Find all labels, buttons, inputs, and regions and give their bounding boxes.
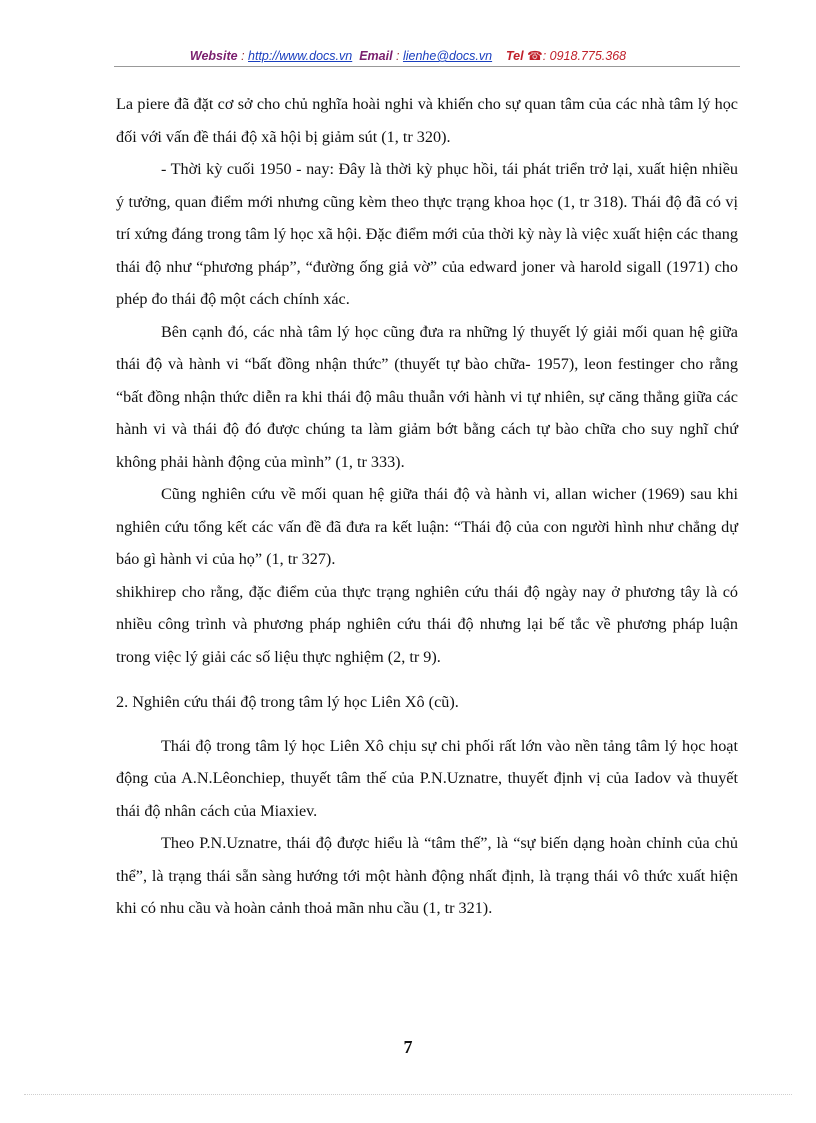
page-header <box>0 48 816 63</box>
website-label: Website <box>189 49 238 63</box>
paragraph: - Thời kỳ cuối 1950 - nay: Đây là thời kỳ phục hồi, tái phát triển trở lại, xuất hiện nhiều ý tưởng, quan điểm mới nhưng cũng kèm theo thực trạng khoa học (1, tr 318). Thái độ đã có vị trí xứng đáng trong tâm lý học xã hội. Đặc điểm mới của thời kỳ này là việc xuất hiện các thang thái độ như “phương pháp”, “đường ống giả vờ” của edward joner và harold sigall (1971) cho phép đo thái độ một cách chính xác. <box>116 160 738 308</box>
section-heading: 2. Nghiên cứu thái độ trong tâm lý học Liên Xô (cũ). <box>116 693 459 711</box>
email-sep: : <box>392 49 403 63</box>
header-divider <box>114 66 740 67</box>
website-sep: : <box>237 49 249 63</box>
tel-label: Tel <box>506 49 524 63</box>
email-link[interactable]: lienhe@docs.vn <box>402 49 493 63</box>
website-link[interactable]: http://www.docs.vn <box>248 49 353 63</box>
paragraph: Bên cạnh đó, các nhà tâm lý học cũng đưa ra những lý thuyết lý giải mối quan hệ giữa thái độ và hành vi “bất đồng nhận thức” (thuyết tự bào chữa- 1957), leon festinger cho rằng “bất đồng nhận thức diễn ra khi thái độ mâu thuẫn với hành vi tự nhiên, sự căng thẳng giữa các hành vi và thái độ đó được chúng ta làm giảm bớt bằng cách tự bào chữa cho suy nghĩ chứ không phải hành động của mình” (1, tr 333). <box>116 322 738 471</box>
email-label: Email <box>359 49 393 63</box>
tel-number: : 0918.775.368 <box>542 49 627 63</box>
paragraph: La piere đã đặt cơ sở cho chủ nghĩa hoài nghi và khiến cho sự quan tâm của các nhà tâm lý học đối với vấn đề thái độ xã hội bị giảm sút (1, tr 320). <box>116 95 738 146</box>
paragraph: Cũng nghiên cứu về mối quan hệ giữa thái độ và hành vi, allan wicher (1969) sau khi nghiên cứu tổng kết các vấn đề đã đưa ra kết luận: “Thái độ của con người hình như chẳng dự báo gì hành vi của họ” (1, tr 327). <box>116 485 738 568</box>
document-body <box>116 88 738 925</box>
paragraph: Theo P.N.Uznatre, thái độ được hiểu là “tâm thế”, là “sự biến dạng hoàn chỉnh của chủ thể”, là trạng thái sẵn sàng hướng tới một hành động nhất định, là trạng thái vô thức xuất hiện khi có nhu cầu và hoàn cảnh thoả mãn nhu cầu (1, tr 321). <box>116 834 738 917</box>
page-number: 7 <box>403 1037 413 1057</box>
phone-icon: ☎ <box>527 49 543 63</box>
paragraph: Thái độ trong tâm lý học Liên Xô chịu sự chi phối rất lớn vào nền tảng tâm lý học hoạt động của A.N.Lêonchiep, thuyết tâm thế của P.N.Uznatre, thuyết định vị của Iadov và thuyết thái độ nhân cách của Miaxiev. <box>116 736 738 820</box>
paragraph: shikhirep cho rằng, đặc điểm của thực trạng nghiên cứu thái độ ngày nay ở phương tây là có nhiều công trình và phương pháp nghiên cứu thái độ nhưng lại bế tắc về phương pháp luận trong việc lý giải các số liệu thực nghiệm (2, tr 9). <box>116 582 738 666</box>
footer-divider <box>24 1094 792 1095</box>
